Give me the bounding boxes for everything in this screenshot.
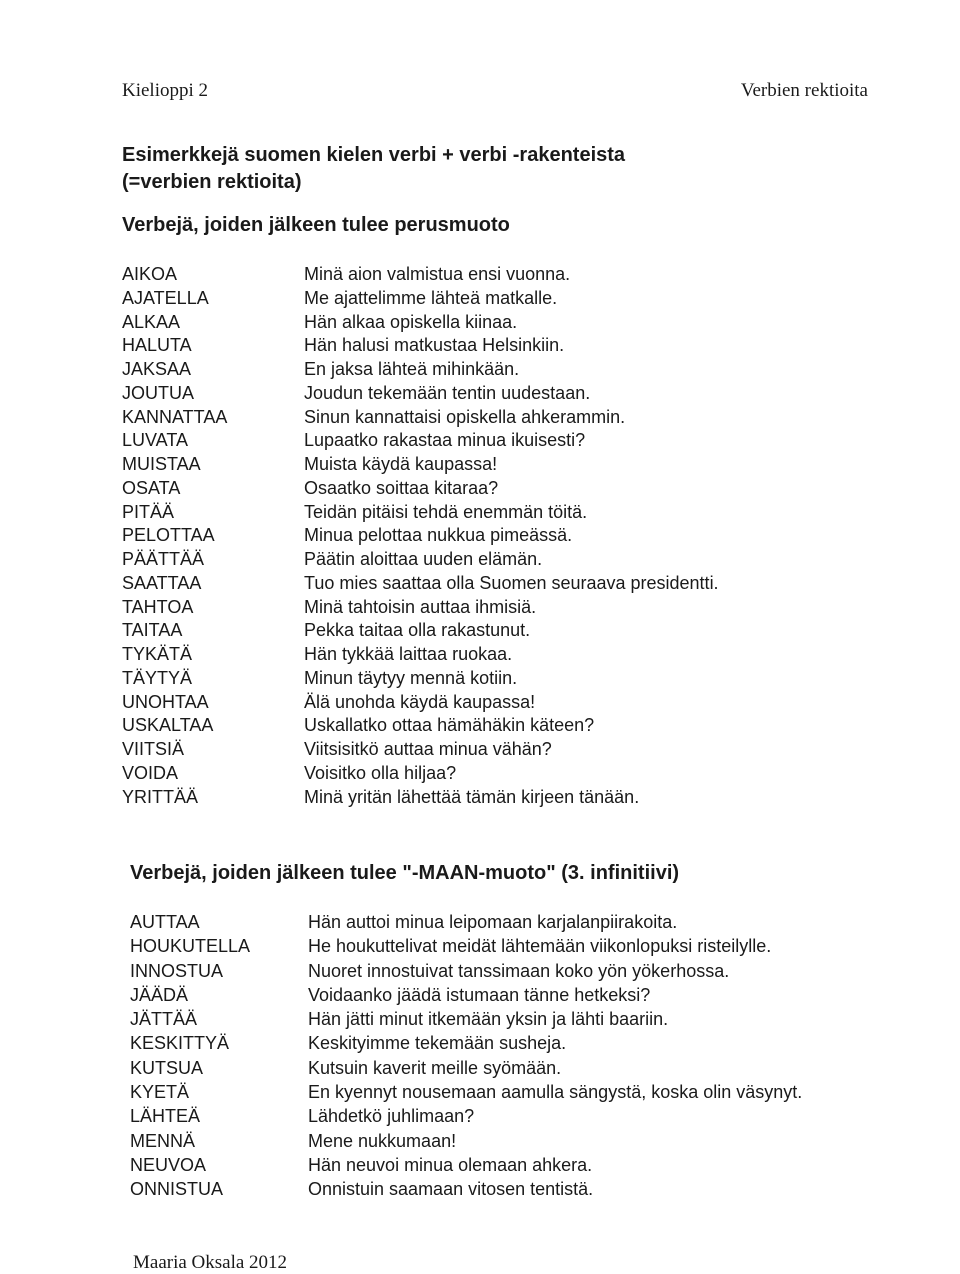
verb-name: TYKÄTÄ bbox=[122, 644, 193, 664]
verb-name: JAKSAA bbox=[122, 359, 192, 379]
verb-name: ALKAA bbox=[122, 311, 181, 332]
section-2-verb-list bbox=[130, 910, 802, 1202]
verb-row bbox=[122, 667, 719, 691]
verb-row bbox=[130, 959, 802, 983]
verb-row bbox=[122, 524, 719, 548]
example-sentence: Joudun tekemään tentin uudestaan. bbox=[304, 382, 591, 403]
example-sentence: Kutsuin kaverit meille syömään. bbox=[308, 1057, 562, 1078]
document-title bbox=[122, 142, 822, 196]
example-sentence: Älä unohda käydä kaupassa! bbox=[304, 691, 536, 712]
verb-row bbox=[122, 453, 719, 477]
verb-name: HOUKUTELLA bbox=[130, 936, 251, 957]
verb-name: NEUVOA bbox=[130, 1154, 207, 1175]
header-topic-title: Verbien rektioita bbox=[740, 80, 868, 101]
verb-name: MENNÄ bbox=[130, 1130, 196, 1151]
verb-row bbox=[130, 1129, 802, 1153]
verb-row bbox=[122, 429, 719, 453]
example-sentence: Minun täytyy mennä kotiin. bbox=[304, 667, 518, 688]
verb-name: AUTTAA bbox=[130, 912, 200, 932]
verb-row bbox=[122, 619, 719, 643]
verb-name: YRITTÄÄ bbox=[122, 786, 199, 807]
example-sentence: Hän auttoi minua leipomaan karjalanpiirakoita. bbox=[308, 912, 678, 932]
verb-name: UNOHTAA bbox=[122, 691, 209, 712]
example-sentence: Minua pelottaa nukkua pimeässä. bbox=[304, 525, 573, 546]
verb-row bbox=[130, 910, 802, 934]
verb-row bbox=[122, 691, 719, 715]
verb-name: KESKITTYÄ bbox=[130, 1033, 230, 1054]
verb-name: SAATTAA bbox=[122, 572, 202, 593]
example-sentence: Mene nukkumaan! bbox=[308, 1130, 457, 1151]
example-sentence: Pekka taitaa olla rakastunut. bbox=[304, 620, 531, 641]
verb-name: PÄÄTTÄÄ bbox=[122, 549, 205, 569]
example-sentence: Minä tahtoisin auttaa ihmisiä. bbox=[304, 596, 537, 617]
verb-row bbox=[122, 738, 719, 762]
verb-row bbox=[130, 1056, 802, 1080]
verb-name: KANNATTAA bbox=[122, 406, 228, 427]
verb-name: USKALTAA bbox=[122, 715, 214, 736]
verb-row bbox=[122, 334, 719, 358]
example-sentence: Hän alkaa opiskella kiinaa. bbox=[304, 311, 518, 332]
title-line-1: Esimerkkejä suomen kielen verbi + verbi -rakenteista bbox=[122, 144, 626, 166]
example-sentence: Hän halusi matkustaa Helsinkiin. bbox=[304, 335, 565, 356]
example-sentence: Päätin aloittaa uuden elämän. bbox=[304, 549, 543, 569]
example-sentence: Hän jätti minut itkemään yksin ja lähti baariin. bbox=[308, 1009, 669, 1030]
example-sentence: He houkuttelivat meidät lähtemään viikonlopuksi risteilylle. bbox=[308, 936, 772, 957]
verb-name: HALUTA bbox=[122, 335, 192, 356]
verb-row bbox=[130, 1177, 802, 1201]
verb-name: KUTSUA bbox=[130, 1057, 204, 1078]
example-sentence: Osaatko soittaa kitaraa? bbox=[304, 477, 499, 498]
title-line-2: (=verbien rektioita) bbox=[122, 171, 302, 193]
example-sentence: En kyennyt nousemaan aamulla sängystä, koska olin väsynyt. bbox=[308, 1082, 803, 1103]
verb-name: LUVATA bbox=[122, 430, 189, 451]
example-sentence: Lähdetkö juhlimaan? bbox=[308, 1106, 475, 1127]
verb-row bbox=[122, 501, 719, 525]
example-sentence: Me ajattelimme lähteä matkalle. bbox=[304, 287, 558, 308]
verb-name: JÄÄDÄ bbox=[130, 984, 189, 1005]
verb-row bbox=[122, 762, 719, 786]
section-2-heading: Verbejä, joiden jälkeen tulee "-MAAN-muoto" (3. infinitiivi) bbox=[130, 862, 680, 884]
verb-row bbox=[122, 786, 719, 810]
verb-row bbox=[122, 406, 719, 430]
verb-row bbox=[130, 983, 802, 1007]
example-sentence: Tuo mies saattaa olla Suomen seuraava presidentti. bbox=[304, 572, 719, 593]
verb-name: PITÄÄ bbox=[122, 501, 175, 522]
example-sentence: Muista käydä kaupassa! bbox=[304, 454, 498, 474]
verb-name: AJATELLA bbox=[122, 287, 209, 308]
verb-row bbox=[122, 548, 719, 572]
example-sentence: Teidän pitäisi tehdä enemmän töitä. bbox=[304, 501, 588, 522]
verb-row bbox=[122, 643, 719, 667]
example-sentence: Minä yritän lähettää tämän kirjeen tänään. bbox=[304, 786, 640, 807]
verb-name: MUISTAA bbox=[122, 454, 201, 474]
verb-name: INNOSTUA bbox=[130, 960, 224, 981]
verb-row bbox=[122, 477, 719, 501]
verb-name: JÄTTÄÄ bbox=[130, 1009, 198, 1030]
verb-name: AIKOA bbox=[122, 264, 178, 284]
verb-row bbox=[130, 1104, 802, 1128]
verb-row bbox=[122, 358, 719, 382]
verb-row bbox=[122, 287, 719, 311]
verb-name: JOUTUA bbox=[122, 382, 194, 403]
verb-name: LÄHTEÄ bbox=[130, 1106, 201, 1127]
example-sentence: Nuoret innostuivat tanssimaan koko yön yökerhossa. bbox=[308, 960, 730, 981]
example-sentence: Minä aion valmistua ensi vuonna. bbox=[304, 264, 571, 284]
verb-name: KYETÄ bbox=[130, 1082, 190, 1103]
example-sentence: En jaksa lähteä mihinkään. bbox=[304, 359, 520, 379]
verb-name: PELOTTAA bbox=[122, 525, 215, 546]
verb-row bbox=[130, 1007, 802, 1031]
verb-name: TÄYTYÄ bbox=[122, 667, 193, 688]
verb-row bbox=[122, 382, 719, 406]
verb-row bbox=[122, 714, 719, 738]
verb-name: VOIDA bbox=[122, 762, 179, 783]
verb-name: ONNISTUA bbox=[130, 1179, 224, 1200]
example-sentence: Hän tykkää laittaa ruokaa. bbox=[304, 644, 513, 664]
verb-name: TAHTOA bbox=[122, 596, 194, 617]
example-sentence: Hän neuvoi minua olemaan ahkera. bbox=[308, 1154, 593, 1175]
verb-name: TAITAA bbox=[122, 620, 183, 641]
verb-row bbox=[130, 1153, 802, 1177]
verb-row bbox=[122, 311, 719, 335]
verb-row bbox=[130, 934, 802, 958]
verb-row bbox=[130, 1080, 802, 1104]
verb-row bbox=[130, 1031, 802, 1055]
verb-row bbox=[122, 263, 719, 287]
example-sentence: Sinun kannattaisi opiskella ahkerammin. bbox=[304, 406, 626, 427]
example-sentence: Viitsisitkö auttaa minua vähän? bbox=[304, 739, 552, 759]
footer-author: Maaria Oksala 2012 bbox=[133, 1252, 288, 1273]
example-sentence: Lupaatko rakastaa minua ikuisesti? bbox=[304, 430, 586, 451]
verb-name: OSATA bbox=[122, 477, 181, 498]
verb-name: VIITSIÄ bbox=[122, 739, 185, 759]
section-1-heading: Verbejä, joiden jälkeen tulee perusmuoto bbox=[122, 214, 510, 236]
header-course-title: Kielioppi 2 bbox=[122, 80, 209, 101]
example-sentence: Uskallatko ottaa hämähäkin käteen? bbox=[304, 715, 595, 736]
example-sentence: Keskityimme tekemään susheja. bbox=[308, 1033, 567, 1054]
example-sentence: Voidaanko jäädä istumaan tänne hetkeksi? bbox=[308, 984, 651, 1005]
verb-row bbox=[122, 572, 719, 596]
example-sentence: Onnistuin saamaan vitosen tentistä. bbox=[308, 1179, 594, 1200]
example-sentence: Voisitko olla hiljaa? bbox=[304, 762, 457, 783]
section-1-verb-list bbox=[122, 263, 719, 809]
verb-row bbox=[122, 596, 719, 620]
